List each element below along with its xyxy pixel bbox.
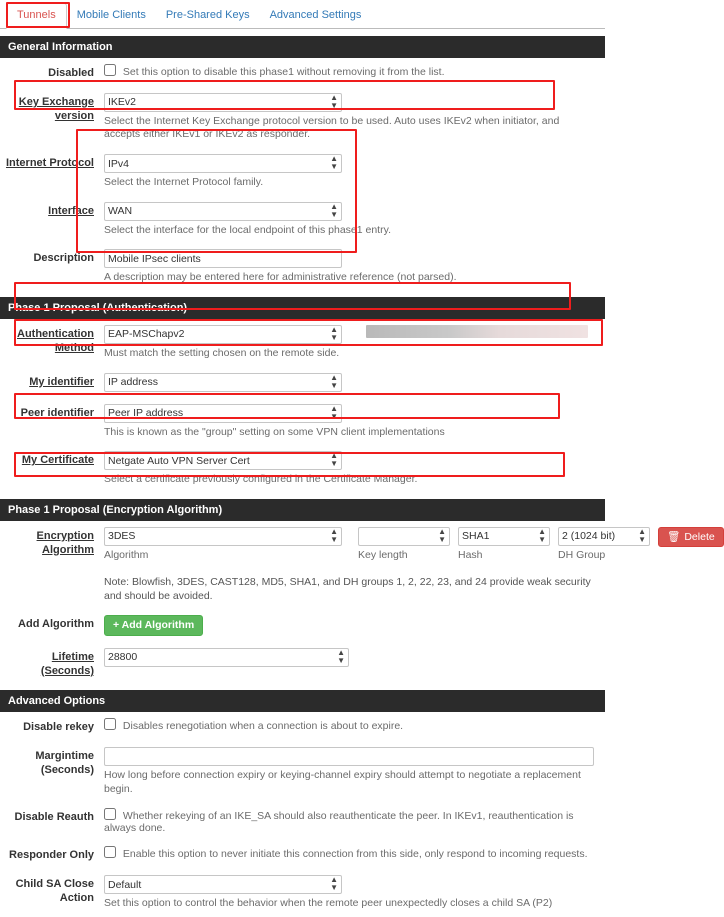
authentication-method-select[interactable]	[104, 325, 342, 344]
row-internet-protocol	[0, 148, 605, 196]
label-internet-protocol: Internet Protocol	[5, 157, 94, 170]
row-lifetime	[0, 642, 605, 685]
my-certificate-select[interactable]	[104, 451, 342, 470]
row-disabled	[0, 58, 605, 87]
label-responder-only: Responder Only	[9, 849, 94, 862]
section-general-information: General Information	[0, 36, 605, 58]
key-length-column	[358, 527, 450, 561]
row-encryption-algorithm	[0, 521, 715, 567]
dh-group-select[interactable]	[558, 527, 650, 546]
chevron-updown-icon: ▲ ▼	[330, 201, 338, 219]
label-authentication-method: Authentication Method	[17, 327, 94, 354]
internet-protocol-select[interactable]	[104, 154, 342, 173]
tab-bar	[0, 0, 605, 29]
authentication-method-help: Must match the setting chosen on the remote side.	[104, 346, 340, 359]
my-certificate-help: Select a certificate previously configured in the Certificate Manager.	[104, 473, 418, 486]
trash-icon: 🗑	[667, 530, 681, 543]
row-disable-reauth	[0, 802, 605, 840]
interface-help: Select the interface for the local endpoint of this phase1 entry.	[104, 223, 391, 236]
chevron-updown-icon: ▲ ▼	[330, 92, 338, 110]
row-disable-rekey	[0, 712, 605, 741]
my-identifier-masked-value	[366, 325, 588, 338]
label-encryption-note-spacer	[0, 573, 104, 576]
row-child-sa-close-action	[0, 869, 605, 917]
interface-select[interactable]	[104, 202, 342, 221]
label-lifetime: Lifetime (Seconds)	[40, 650, 94, 677]
label-key-exchange-version: Key Exchange version	[18, 95, 94, 122]
dh-group-column	[558, 527, 650, 561]
hash-column	[458, 527, 550, 561]
add-algorithm-button[interactable]: + Add Algorithm	[104, 615, 203, 636]
key-exchange-version-help: Select the Internet Key Exchange protocol version to be used. Auto uses IKEv2 when initiator, and accepts either IKEv1 or IKEv2 as responder.	[104, 114, 560, 141]
chevron-updown-icon: ▲ ▼	[337, 647, 345, 665]
label-disable-rekey: Disable rekey	[23, 721, 94, 734]
chevron-updown-icon: ▲ ▼	[330, 875, 338, 893]
label-interface: Interface	[48, 204, 94, 217]
disabled-checkbox[interactable]	[104, 64, 116, 76]
disable-rekey-checkbox[interactable]	[104, 718, 116, 730]
disable-reauth-checkbox[interactable]	[104, 808, 116, 820]
section-phase1-encryption: Phase 1 Proposal (Encryption Algorithm)	[0, 499, 605, 521]
margintime-input[interactable]	[104, 747, 594, 766]
row-add-algorithm	[0, 609, 605, 642]
child-sa-close-action-help: Set this option to control the behavior when the remote peer unexpectedly closes a child SA (P2)	[104, 897, 553, 910]
chevron-updown-icon: ▲ ▼	[330, 372, 338, 390]
label-child-sa-close-action: Child SA Close Action	[15, 878, 94, 904]
row-responder-only	[0, 840, 605, 869]
algorithm-column	[104, 527, 342, 561]
row-margintime	[0, 741, 605, 802]
encryption-algorithm-select[interactable]	[104, 527, 342, 546]
key-length-select[interactable]	[358, 527, 450, 546]
responder-only-checkbox[interactable]	[104, 846, 116, 858]
section-advanced-options: Advanced Options	[0, 690, 605, 712]
label-my-certificate: My Certificate	[21, 454, 94, 467]
chevron-updown-icon: ▲ ▼	[330, 526, 338, 544]
label-disable-reauth: Disable Reauth	[14, 811, 94, 824]
row-my-identifier	[0, 367, 605, 398]
row-description	[0, 243, 605, 291]
tab-tunnels[interactable]: Tunnels	[6, 3, 67, 29]
peer-identifier-select[interactable]	[104, 404, 342, 423]
chevron-updown-icon: ▲ ▼	[330, 451, 338, 469]
label-disabled: Disabled	[48, 67, 94, 79]
hash-select[interactable]	[458, 527, 550, 546]
lifetime-input[interactable]	[104, 648, 349, 667]
chevron-updown-icon: ▲ ▼	[538, 526, 546, 544]
tab-advanced-settings[interactable]: Advanced Settings	[269, 8, 362, 21]
disable-rekey-help: Disables renegotiation when a connection is about to expire.	[122, 720, 404, 733]
chevron-updown-icon: ▲ ▼	[330, 403, 338, 421]
peer-identifier-help: This is known as the "group" setting on some VPN client implementations	[104, 425, 445, 438]
description-input[interactable]	[104, 249, 342, 268]
row-interface	[0, 196, 605, 244]
label-encryption-algorithm: Encryption Algorithm	[36, 529, 94, 556]
row-key-exchange-version	[0, 87, 605, 148]
section-phase1-authentication: Phase 1 Proposal (Authentication)	[0, 297, 605, 319]
key-exchange-version-select[interactable]	[104, 93, 342, 112]
delete-algorithm-button[interactable]: 🗑 Delete	[658, 527, 724, 548]
delete-column	[658, 527, 724, 548]
disabled-help: Set this option to disable this phase1 without removing it from the list.	[122, 66, 445, 78]
description-help: A description may be entered here for administrative reference (not parsed).	[104, 271, 457, 284]
dh-group-caption: DH Group	[558, 548, 606, 561]
key-length-caption: Key length	[358, 548, 408, 561]
row-peer-identifier	[0, 398, 605, 446]
encryption-note: Note: Blowfish, 3DES, CAST128, MD5, SHA1, and DH groups 1, 2, 22, 23, and 24 provide weak security and should be avoided.	[104, 575, 591, 603]
row-my-certificate	[0, 445, 605, 493]
label-my-identifier: My identifier	[29, 375, 94, 388]
tab-pre-shared-keys[interactable]: Pre-Shared Keys	[165, 8, 250, 21]
label-description: Description	[33, 252, 94, 265]
row-encryption-note	[0, 567, 605, 609]
tab-mobile-clients[interactable]: Mobile Clients	[76, 8, 146, 21]
label-add-algorithm: Add Algorithm	[18, 618, 94, 631]
hash-caption: Hash	[458, 548, 483, 561]
child-sa-close-action-select[interactable]	[104, 875, 342, 894]
my-identifier-type-select[interactable]	[104, 373, 342, 392]
chevron-updown-icon: ▲ ▼	[638, 526, 646, 544]
algorithm-caption: Algorithm	[104, 548, 149, 561]
label-margintime: Margintime (Seconds)	[35, 750, 94, 776]
chevron-updown-icon: ▲ ▼	[330, 154, 338, 172]
margintime-help: How long before connection expiry or keying-channel expiry should attempt to negotiate a replacement begin.	[104, 769, 581, 795]
chevron-updown-icon: ▲ ▼	[330, 324, 338, 342]
disable-reauth-help: Whether rekeying of an IKE_SA should also reauthenticate the peer. In IKEv1, reauthentication is always done.	[104, 810, 574, 835]
internet-protocol-help: Select the Internet Protocol family.	[104, 176, 264, 189]
label-peer-identifier: Peer identifier	[20, 406, 94, 419]
responder-only-help: Enable this option to never initiate this connection from this side, only respond to incoming requests.	[122, 848, 588, 861]
chevron-updown-icon: ▲ ▼	[438, 526, 446, 544]
